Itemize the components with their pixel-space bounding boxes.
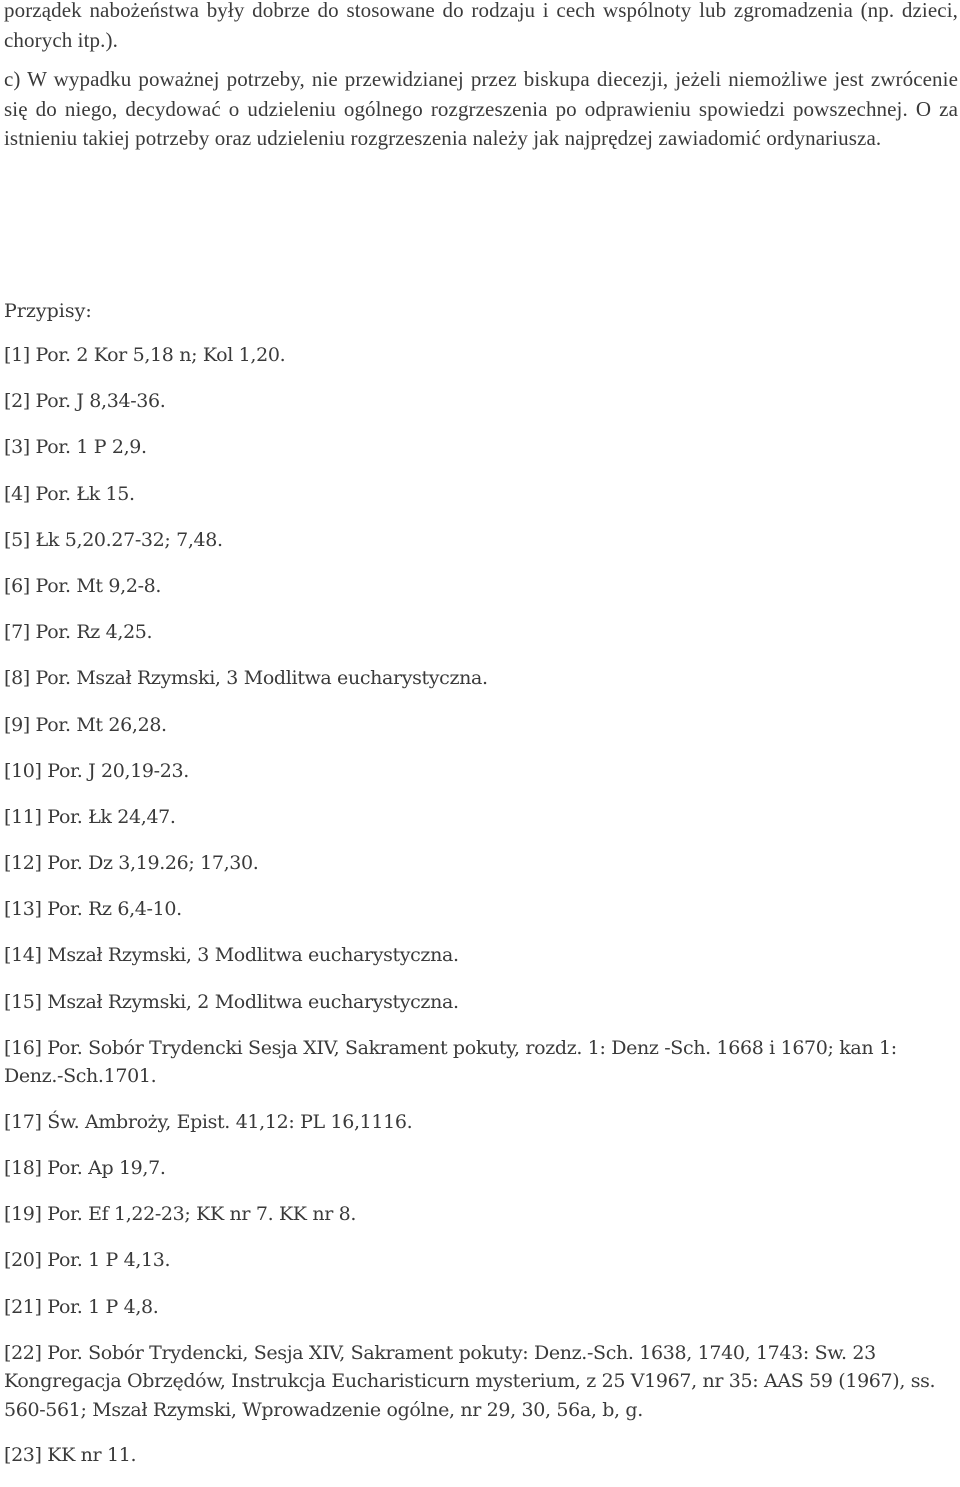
footnote-3: [3] Por. 1 P 2,9. <box>4 436 147 459</box>
footnote-22: [22] Por. Sobór Trydencki, Sesja XIV, Sakrament pokuty: Denz.-Sch. 1638, 1740, 1743: Sw. 23 Kongregacja Obrzędów, Instrukcja Eucharisticurn mysterium, z 25 V1967, nr 35: AAS 59 (1967), ss. 560-561; Mszał Rzymski, Wprowadzenie ogólne, nr 29, 30, 56a, b, g. <box>4 1341 936 1421</box>
footnote-16: [16] Por. Sobór Trydencki Sesja XIV, Sakrament pokuty, rozdz. 1: Denz -Sch. 1668 i 1670; kan 1: Denz.-Sch.1701. <box>4 1036 897 1088</box>
footnote-9: [9] Por. Mt 26,28. <box>4 713 167 736</box>
body-paragraph: porządek nabożeństwa były dobrze do stosowane do rodzaju i cech wspólnoty lub zgromadzenia (np. dzieci, chorych itp.). <box>4 0 958 52</box>
footnote-18: [18] Por. Ap 19,7. <box>4 1157 166 1179</box>
footnote-5: [5] Łk 5,20.27-32; 7,48. <box>4 528 223 551</box>
footnote-15: [15] Mszał Rzymski, 2 Modlitwa eucharystyczna. <box>4 990 459 1013</box>
footnote-20: [20] Por. 1 P 4,13. <box>4 1249 171 1272</box>
footnote-10: [10] Por. J 20,19-23. <box>4 759 189 782</box>
footnote-13: [13] Por. Rz 6,4-10. <box>4 898 182 921</box>
footnote-11: [11] Por. Łk 24,47. <box>4 805 176 828</box>
footnote-12: [12] Por. Dz 3,19.26; 17,30. <box>4 852 259 875</box>
footnote-21: [21] Por. 1 P 4,8. <box>4 1295 159 1318</box>
footnote-7: [7] Por. Rz 4,25. <box>4 621 153 644</box>
footnotes-heading: Przypisy: <box>4 300 92 322</box>
footnote-14: [14] Mszał Rzymski, 3 Modlitwa eucharystyczna. <box>4 944 459 967</box>
footnote-17: [17] Św. Ambroży, Epist. 41,12: PL 16,1116. <box>4 1110 413 1133</box>
footnotes-list <box>4 341 958 1487</box>
body-paragraph: c) W wypadku poważnej potrzeby, nie przewidzianej przez biskupa diecezji, jeżeli niemożliwe jest zwrócenie się do niego, decydować o udzieleniu ogólnego rozgrzeszenia po odprawieniu spowiedzi powszechnej. O za istnieniu takiej potrzeby oraz udzieleniu rozgrzeszenia należy jak najprędzej zawiadomić ordynariusza. <box>4 67 958 150</box>
footnote-6: [6] Por. Mt 9,2-8. <box>4 574 162 597</box>
footnote-4: [4] Por. Łk 15. <box>4 482 135 505</box>
footnote-19: [19] Por. Ef 1,22-23; KK nr 7. KK nr 8. <box>4 1203 357 1226</box>
footnote-8: [8] Por. Mszał Rzymski, 3 Modlitwa eucharystyczna. <box>4 667 488 690</box>
footnote-23: [23] KK nr 11. <box>4 1444 137 1467</box>
footnote-1: [1] Por. 2 Kor 5,18 n; Kol 1,20. <box>4 344 286 366</box>
footnote-2: [2] Por. J 8,34-36. <box>4 390 166 413</box>
